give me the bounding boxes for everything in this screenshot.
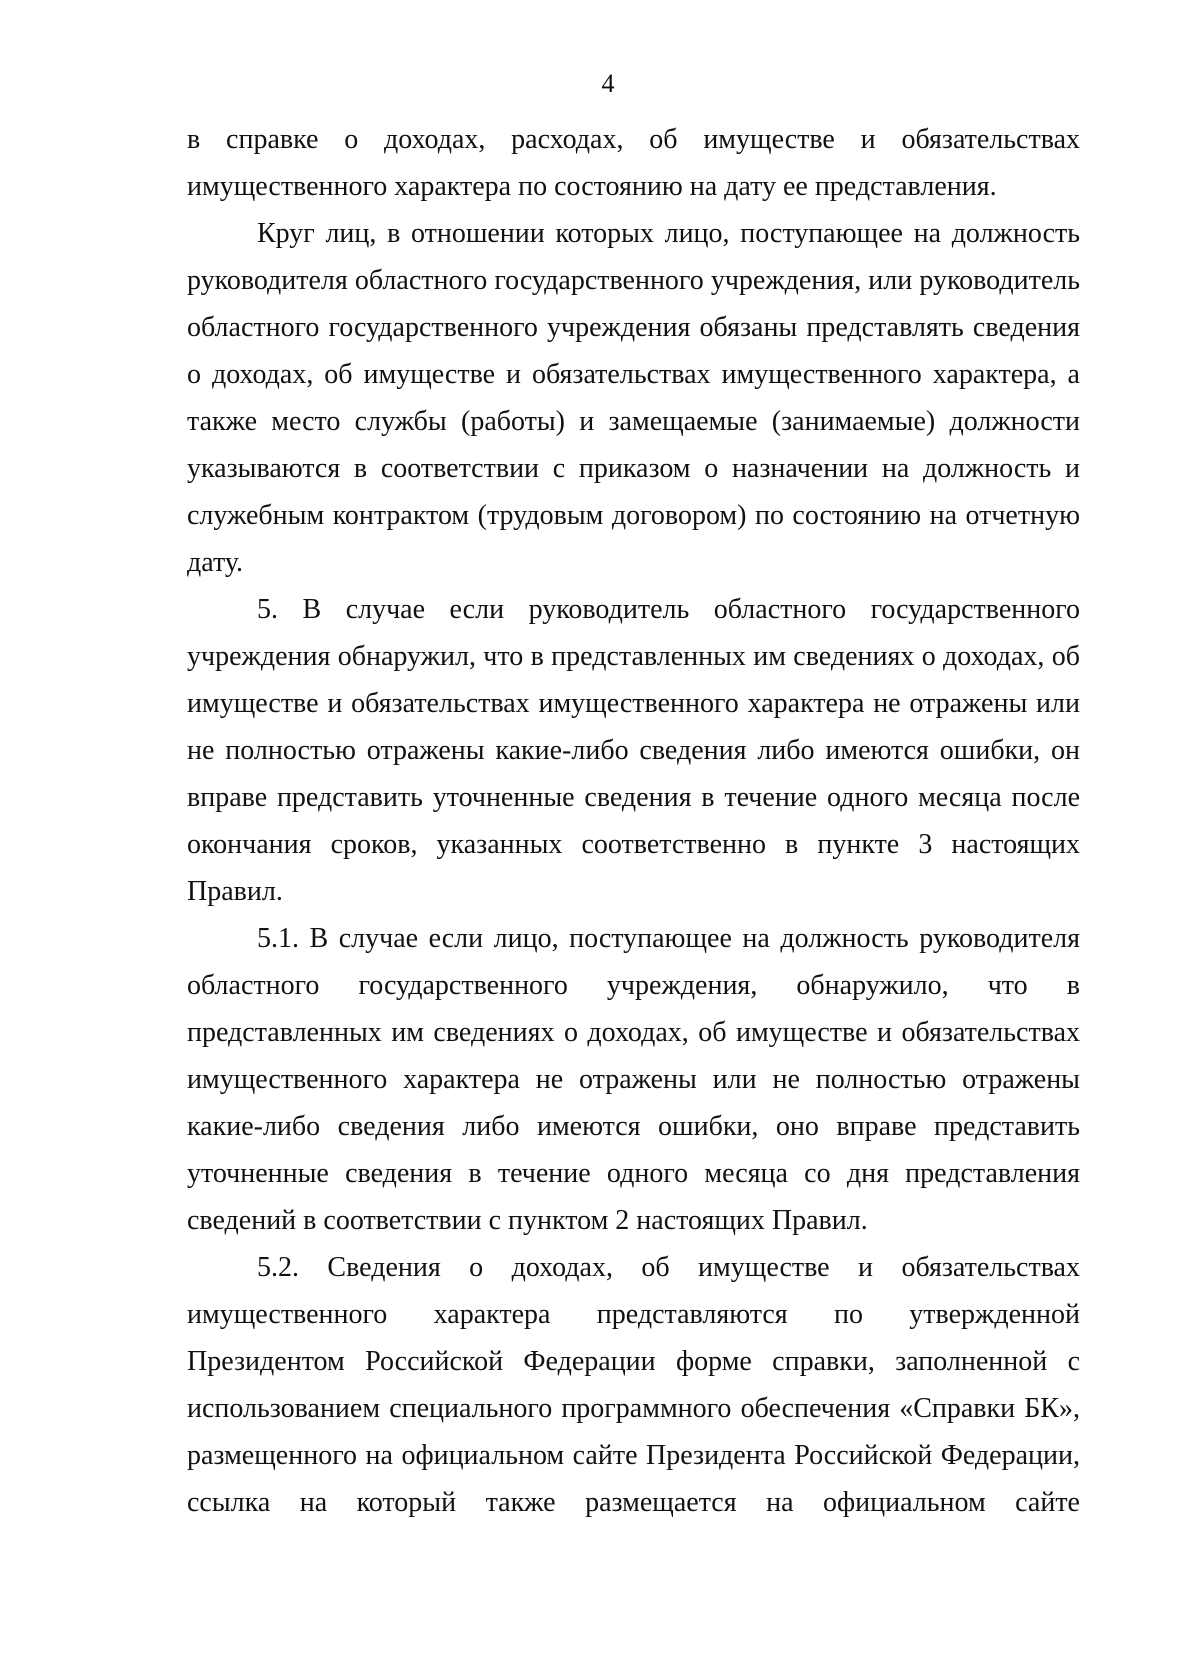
page-number: 4 [601, 69, 615, 98]
paragraph-intro-continuation: в справке о доходах, расходах, об имуществе и обязательствах имущественного характера по состоянию на дату ее представления. [187, 124, 1080, 202]
document-body [187, 116, 1080, 1526]
paragraph-clause-5-2: 5.2. Сведения о доходах, об имуществе и обязательствах имущественного характера представляются по утвержденной Президентом Российской Федерации форме справки, заполненной с использованием специального программного обеспечения «Справки БК», размещенного на официальном сайте Президента Российской Федерации, ссылка на который также размещается на официальном сайте [187, 1252, 1080, 1518]
paragraph-circle-of-persons: Круг лиц, в отношении которых лицо, поступающее на должность руководителя областного государственного учреждения, или руководитель областного государственного учреждения обязаны представлять сведения о доходах, об имуществе и обязательствах имущественного характера, а также место службы (работы) и замещаемые (занимаемые) должности указываются в соответствии с приказом о назначении на должность и служебным контрактом (трудовым договором) по состоянию на отчетную дату. [187, 218, 1080, 578]
paragraph-clause-5-1: 5.1. В случае если лицо, поступающее на должность руководителя областного государственного учреждения, обнаружило, что в представленных им сведениях о доходах, об имуществе и обязательствах имущественного характера не отражены или не полностью отражены какие-либо сведения либо имеются ошибки, оно вправе представить уточненные сведения в течение одного месяца со дня представления сведений в соответствии с пунктом 2 настоящих Правил. [187, 923, 1080, 1236]
paragraph-clause-5: 5. В случае если руководитель областного государственного учреждения обнаружил, что в представленных им сведениях о доходах, об имуществе и обязательствах имущественного характера не отражены или не полностью отражены какие-либо сведения либо имеются ошибки, он вправе представить уточненные сведения в течение одного месяца после окончания сроков, указанных соответственно в пункте 3 настоящих Правил. [187, 594, 1080, 907]
